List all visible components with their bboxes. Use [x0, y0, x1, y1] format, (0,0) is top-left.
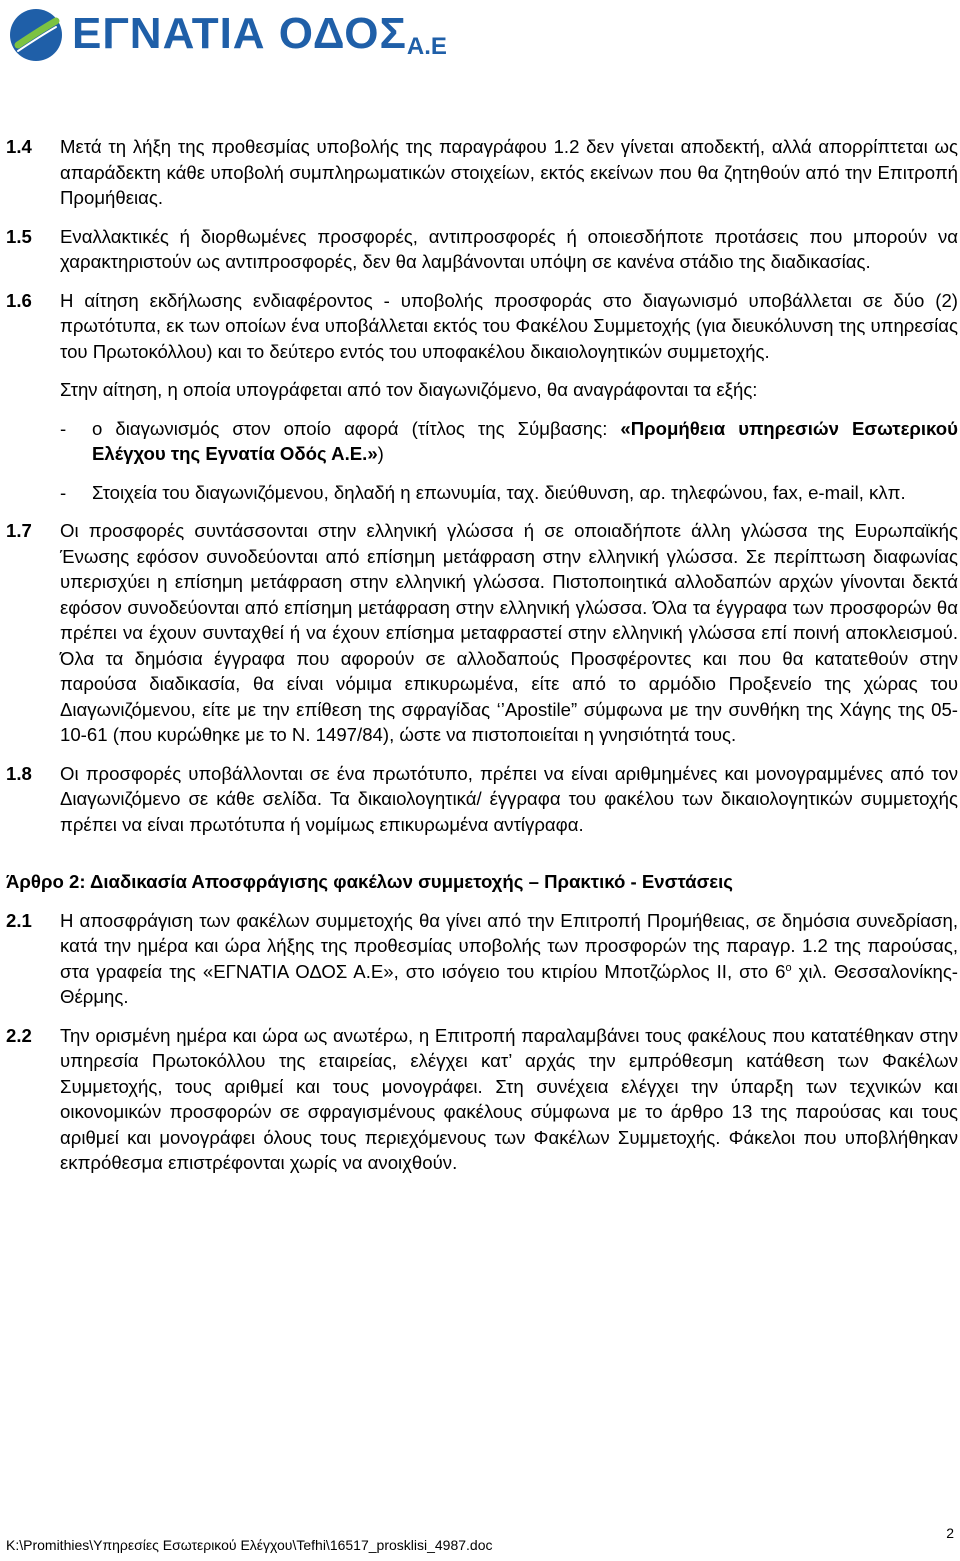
paragraph-1-7	[6, 518, 958, 748]
logo-suffix: Α.Ε	[406, 32, 447, 60]
list-item-text: ο διαγωνισμός στον οποίο αφορά (τίτλος της Σύμβασης:	[92, 417, 621, 439]
company-logo	[8, 6, 448, 64]
contract-title: «Προμήθεια υπηρεσιών Εσωτερικού Ελέγχου της Εγνατία Οδός Α.Ε.»	[92, 417, 958, 464]
article-2-heading: Άρθρο 2: Διαδικασία Αποσφράγισης φακέλων συμμετοχής – Πρακτικό - Ενστάσεις	[6, 871, 733, 892]
list-item-text: Στοιχεία του διαγωνιζόμενου, δηλαδή η επωνυμία, ταχ. διεύθυνση, αρ. τηλεφώνου, fax, e-mail, κλπ.	[92, 481, 906, 503]
paragraph-number: 1.6	[6, 289, 32, 311]
superscript: ο	[785, 961, 792, 974]
paragraph-number: 1.8	[6, 762, 32, 784]
paragraph-2-2	[6, 1023, 958, 1176]
paragraph-text: Η αποσφράγιση των φακέλων συμμετοχής θα γίνει από την Επιτροπή Προμήθειας, σε δημόσια συνεδρίαση, κατά την ημέρα και ώρα λήξης της προθεσμίας υποβολής των προσφορών της παραγρ. 1.2 της παρούσας, στα γραφεία της «ΕΓΝΑΤΙΑ ΟΔΟΣ Α.Ε», στο ισόγειο του κτιρίου Μποτζώρλος ΙΙ, στο 6	[60, 909, 958, 982]
paragraph-text: Εναλλακτικές ή διορθωμένες προσφορές, αντιπροσφορές ή οποιεσδήποτε προτάσεις που μπορούν να χαρακτηριστούν ως αντιπροσφορές, δεν θα λαμβάνονται υπόψη σε κανένα στάδιο της διαδικασίας.	[60, 225, 958, 272]
paragraph-1-6-intro: Στην αίτηση, η οποία υπογράφεται από τον διαγωνιζόμενο, θα αναγράφονται τα εξής:	[60, 379, 758, 400]
paragraph-text-end: χιλ. Θεσσαλονίκης-Θέρμης.	[60, 960, 958, 1007]
paragraph-text: Μετά τη λήξη της προθεσμίας υποβολής της παραγράφου 1.2 δεν γίνεται αποδεκτή, αλλά απορρίπτεται ως απαράδεκτη κάθε υποβολή συμπληρωματικών στοιχείων, εκτός εκείνων που θα ζητηθούν από την Επιτροπή Προμήθειας.	[60, 136, 958, 208]
paragraph-number: 1.7	[6, 520, 32, 541]
paragraph-1-8	[6, 761, 958, 838]
list-item	[6, 480, 958, 506]
logo-text	[72, 8, 447, 60]
paragraph-number: 1.5	[6, 225, 32, 247]
file-path: K:\Promithies\Υπηρεσίες Εσωτερικού Ελέγχου\Tefhi\16517_prosklisi_4987.doc	[6, 1537, 493, 1553]
logo-name: ΕΓΝΑΤΙΑ ΟΔΟΣ	[72, 8, 407, 58]
logo-emblem-icon	[8, 7, 64, 63]
paragraph-number: 1.4	[6, 136, 32, 157]
paragraph-text: Οι προσφορές συντάσσονται στην ελληνική γλώσσα ή σε οποιαδήποτε άλλη γλώσσα της Ευρωπαϊκής Ένωσης εφόσον συνοδεύονται από επίσημη μετάφραση στην ελληνική γλώσσα. Σε περίπτωση διαφωνίας υπερισχύει η επίσημη μετάφραση στην ελληνική γλώσσα. Πιστοποιητικά αλλοδαπών αρχών γίνονται δεκτά εφόσον συνοδεύονται από επίσημη μετάφραση στην ελληνική γλώσσα. Όλα τα έγγραφα των προσφορών θα πρέπει να έχουν συνταχθεί ή να έχουν επίσημα μεταφραστεί στην ελληνική γλώσσα επί ποινή αποκλεισμού. Όλα τα δημόσια έγγραφα που αφορούν σε αλλοδαπούς Προσφέροντες και που θα κατατεθούν στην παρούσα διαδικασία, θα είναι νόμιμα επικυρωμένα, είτε από το αρμόδιο Προξενείο της χώρας του Διαγωνιζόμενου, είτε με την επίθεση της σφραγίδας ‘’Apostile” σύμφωνα με την συνθήκη της Χάγης της 05-10-61 (που κυρώθηκε με το Ν. 1497/84), ώστε να πιστοποιείται η γνησιότητά τους.	[60, 520, 958, 745]
paragraph-1-6	[6, 288, 958, 365]
paragraph-text: Οι προσφορές υποβάλλονται σε ένα πρωτότυπο, πρέπει να είναι αριθμημένες και μονογραμμένες από τον Διαγωνιζόμενο σε κάθε σελίδα. Τα δικαιολογητικά/ έγγραφα του φακέλου των δικαιολογητικών συμμετοχής πρέπει να είναι πρωτότυπα ή νομίμως επικυρωμένα αντίγραφα.	[60, 762, 958, 835]
paragraph-text: Η αίτηση εκδήλωσης ενδιαφέροντος - υποβολής προσφοράς στο διαγωνισμό υποβάλλεται σε δύο (2) πρωτότυπα, εκ των οποίων ένα υποβάλλεται εκτός του Φακέλου Συμμετοχής (για διευκόλυνση της υπηρεσίας του Πρωτοκόλλου) και το δεύτερο εντός του υποφακέλου δικαιολογητικών συμμετοχής.	[60, 289, 958, 362]
paragraph-2-1	[6, 908, 958, 1010]
paragraph-1-5	[6, 224, 958, 275]
document-body	[6, 134, 958, 1189]
list-dash: -	[60, 481, 67, 503]
list-item	[6, 416, 958, 467]
list-item-text-end: )	[377, 443, 384, 464]
list-dash: -	[60, 417, 67, 439]
paragraph-text: Την ορισμένη ημέρα και ώρα ως ανωτέρω, η Επιτροπή παραλαμβάνει τους φακέλους που κατατέθηκαν στην υπηρεσία Πρωτοκόλλου της εταιρείας, ελέγχει κατ’ αρχάς την εμπρόθεσμη κατάθεση των Φακέλων Συμμετοχής, τους αριθμεί και τους μονογράφει. Στη συνέχεια ελέγχει την ύπαρξη των τεχνικών και οικονομικών προσφορών σε σφραγισμένους φακέλους σύμφωνα με το άρθρο 13 της παρούσας και τους αριθμεί και μονογράφει όλους τους περιεχόμενους των Φακέλων Συμμετοχής. Φάκελοι που υποβλήθηκαν εκπρόθεσμα επιστρέφονται χωρίς να ανοιχθούν.	[60, 1024, 958, 1173]
paragraph-number: 2.2	[6, 1024, 32, 1046]
paragraph-1-4	[6, 134, 958, 211]
page-number: 2	[946, 1525, 954, 1541]
paragraph-number: 2.1	[6, 909, 32, 931]
